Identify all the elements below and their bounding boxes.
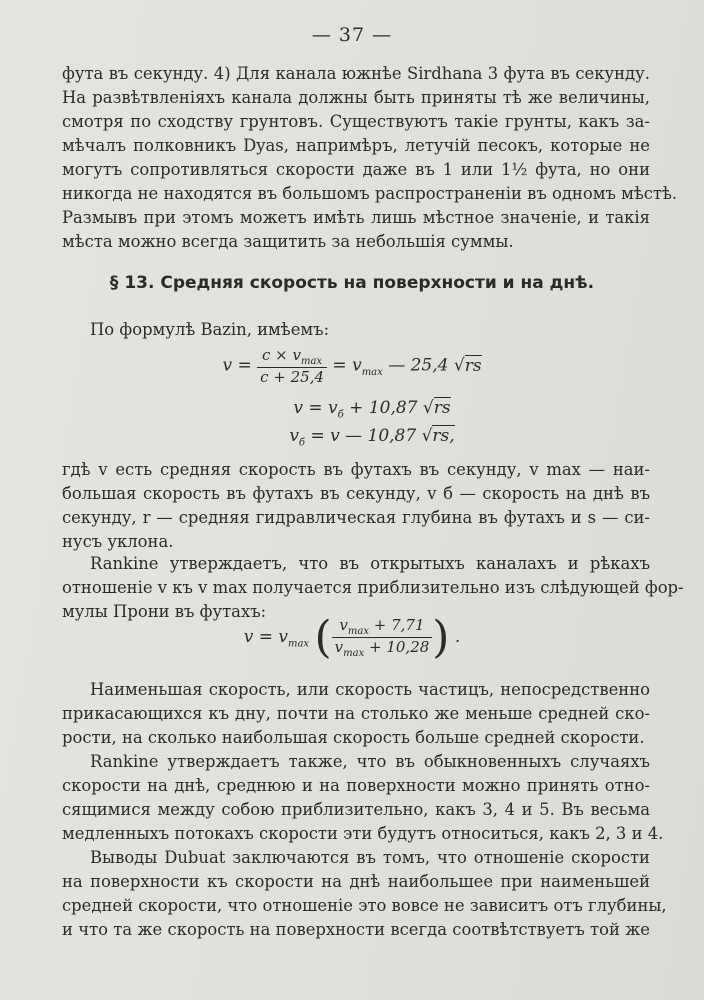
paragraph-2 <box>62 458 650 554</box>
section-heading: § 13. Средняя скорость на поверхности и на днѣ. <box>109 273 595 293</box>
text-line: гдѣ v есть средняя скорость въ футахъ въ секунду, v max — наи- <box>62 460 650 479</box>
text-line: Размывъ при этомъ можетъ имѣть лишь мѣстное значеніе, и такія <box>62 208 650 227</box>
paragraph-4 <box>62 678 650 750</box>
formula-prony: $v = v_{max}$ ( $\frac{v_{max} + 7,71}{v_{max} + 10,28}$ ) . <box>243 612 461 663</box>
text-line: большая скорость въ футахъ въ секунду, v б — скорость на днѣ въ <box>62 484 650 503</box>
sqrt-icon: √ <box>453 355 465 376</box>
paragraph-6 <box>62 846 667 942</box>
page-number: — 37 — <box>311 24 393 46</box>
text-line: медленныхъ потокахъ скорости эти будутъ относиться, какъ 2, 3 и 4. <box>62 824 664 843</box>
text-line: и что та же скорость на поверхности всегда соотвѣтствуетъ той же <box>62 920 650 939</box>
text-line: смотря по сходству грунтовъ. Существуютъ такіе грунты, какъ за- <box>62 112 650 131</box>
text-line: отношеніе v къ v max получается приблизительно изъ слѣдующей фор- <box>62 578 684 597</box>
text-line: могутъ сопротивляться скорости даже въ 1 или 1½ фута, но они <box>62 160 650 179</box>
text-line: Наименьшая скорость, или скорость частицъ, непосредственно <box>90 680 650 699</box>
text-line: фута въ секунду. 4) Для канала южнѣе Sirdhana 3 фута въ секунду. <box>62 64 650 83</box>
fraction: $\frac{v_{max} + 7,71}{v_{max} + 10,28}$ <box>332 616 433 659</box>
paragraph-1 <box>62 62 678 254</box>
text-line: мѣчалъ полковникъ Dyas, напримѣръ, летучій песокъ, которые не <box>62 136 650 155</box>
text-line: мулы Прони въ футахъ: <box>62 602 267 621</box>
text-line: сящимися между собою приблизительно, какъ 3, 4 и 5. Въ весьма <box>62 800 650 819</box>
text-line: По формулѣ Bazin, имѣемъ: <box>90 320 330 339</box>
text-line: нусъ уклона. <box>62 532 174 551</box>
text-line: Выводы Dubuat заключаются въ томъ, что отношеніе скорости <box>90 848 650 867</box>
text-line: прикасающихся къ дну, почти на столько же меньше средней ско- <box>62 704 650 723</box>
fraction: $\frac{c \times v_{max}}{c + 25,4}$ <box>257 346 327 386</box>
text-line: Rankine утверждаетъ также, что въ обыкновенныхъ случаяхъ <box>90 752 650 771</box>
formula-bazin-1: v = $\frac{c \times v_{max}}{c + 25,4}$ = $v_{max}$ — 25,4 √rs <box>222 346 482 386</box>
text-line: скорости на днѣ, среднюю и на поверхности можно принять отно- <box>62 776 650 795</box>
sqrt-icon: √ <box>421 426 433 446</box>
text-line: Rankine утверждаетъ, что въ открытыхъ каналахъ и рѣкахъ <box>90 554 650 573</box>
sqrt-icon: √ <box>422 398 434 418</box>
paragraph-5 <box>62 750 664 846</box>
text-line: На развѣтвленіяхъ канала должны быть приняты тѣ же величины, <box>62 88 650 107</box>
formula-bazin-2: $v = v_б + 10,87$ √rs <box>293 398 451 421</box>
formula-bazin-3: $v_б = v$ — 10,87 √rs, <box>289 426 455 449</box>
text-line: рости, на сколько наибольшая скорость больше средней скорости. <box>62 728 645 747</box>
text-line: средней скорости, что отношеніе это вовсе не зависитъ отъ глубины, <box>62 896 667 915</box>
text-line: на поверхности къ скорости на днѣ наибольшее при наименьшей <box>62 872 650 891</box>
text-line: секунду, r — средняя гидравлическая глубина въ футахъ и s — си- <box>62 508 650 527</box>
text-line: никогда не находятся въ большомъ распространеніи въ одномъ мѣстѣ. <box>62 184 678 203</box>
intro-paragraph <box>62 318 650 342</box>
text-line: мѣста можно всегда защитить за небольшія суммы. <box>62 232 514 251</box>
